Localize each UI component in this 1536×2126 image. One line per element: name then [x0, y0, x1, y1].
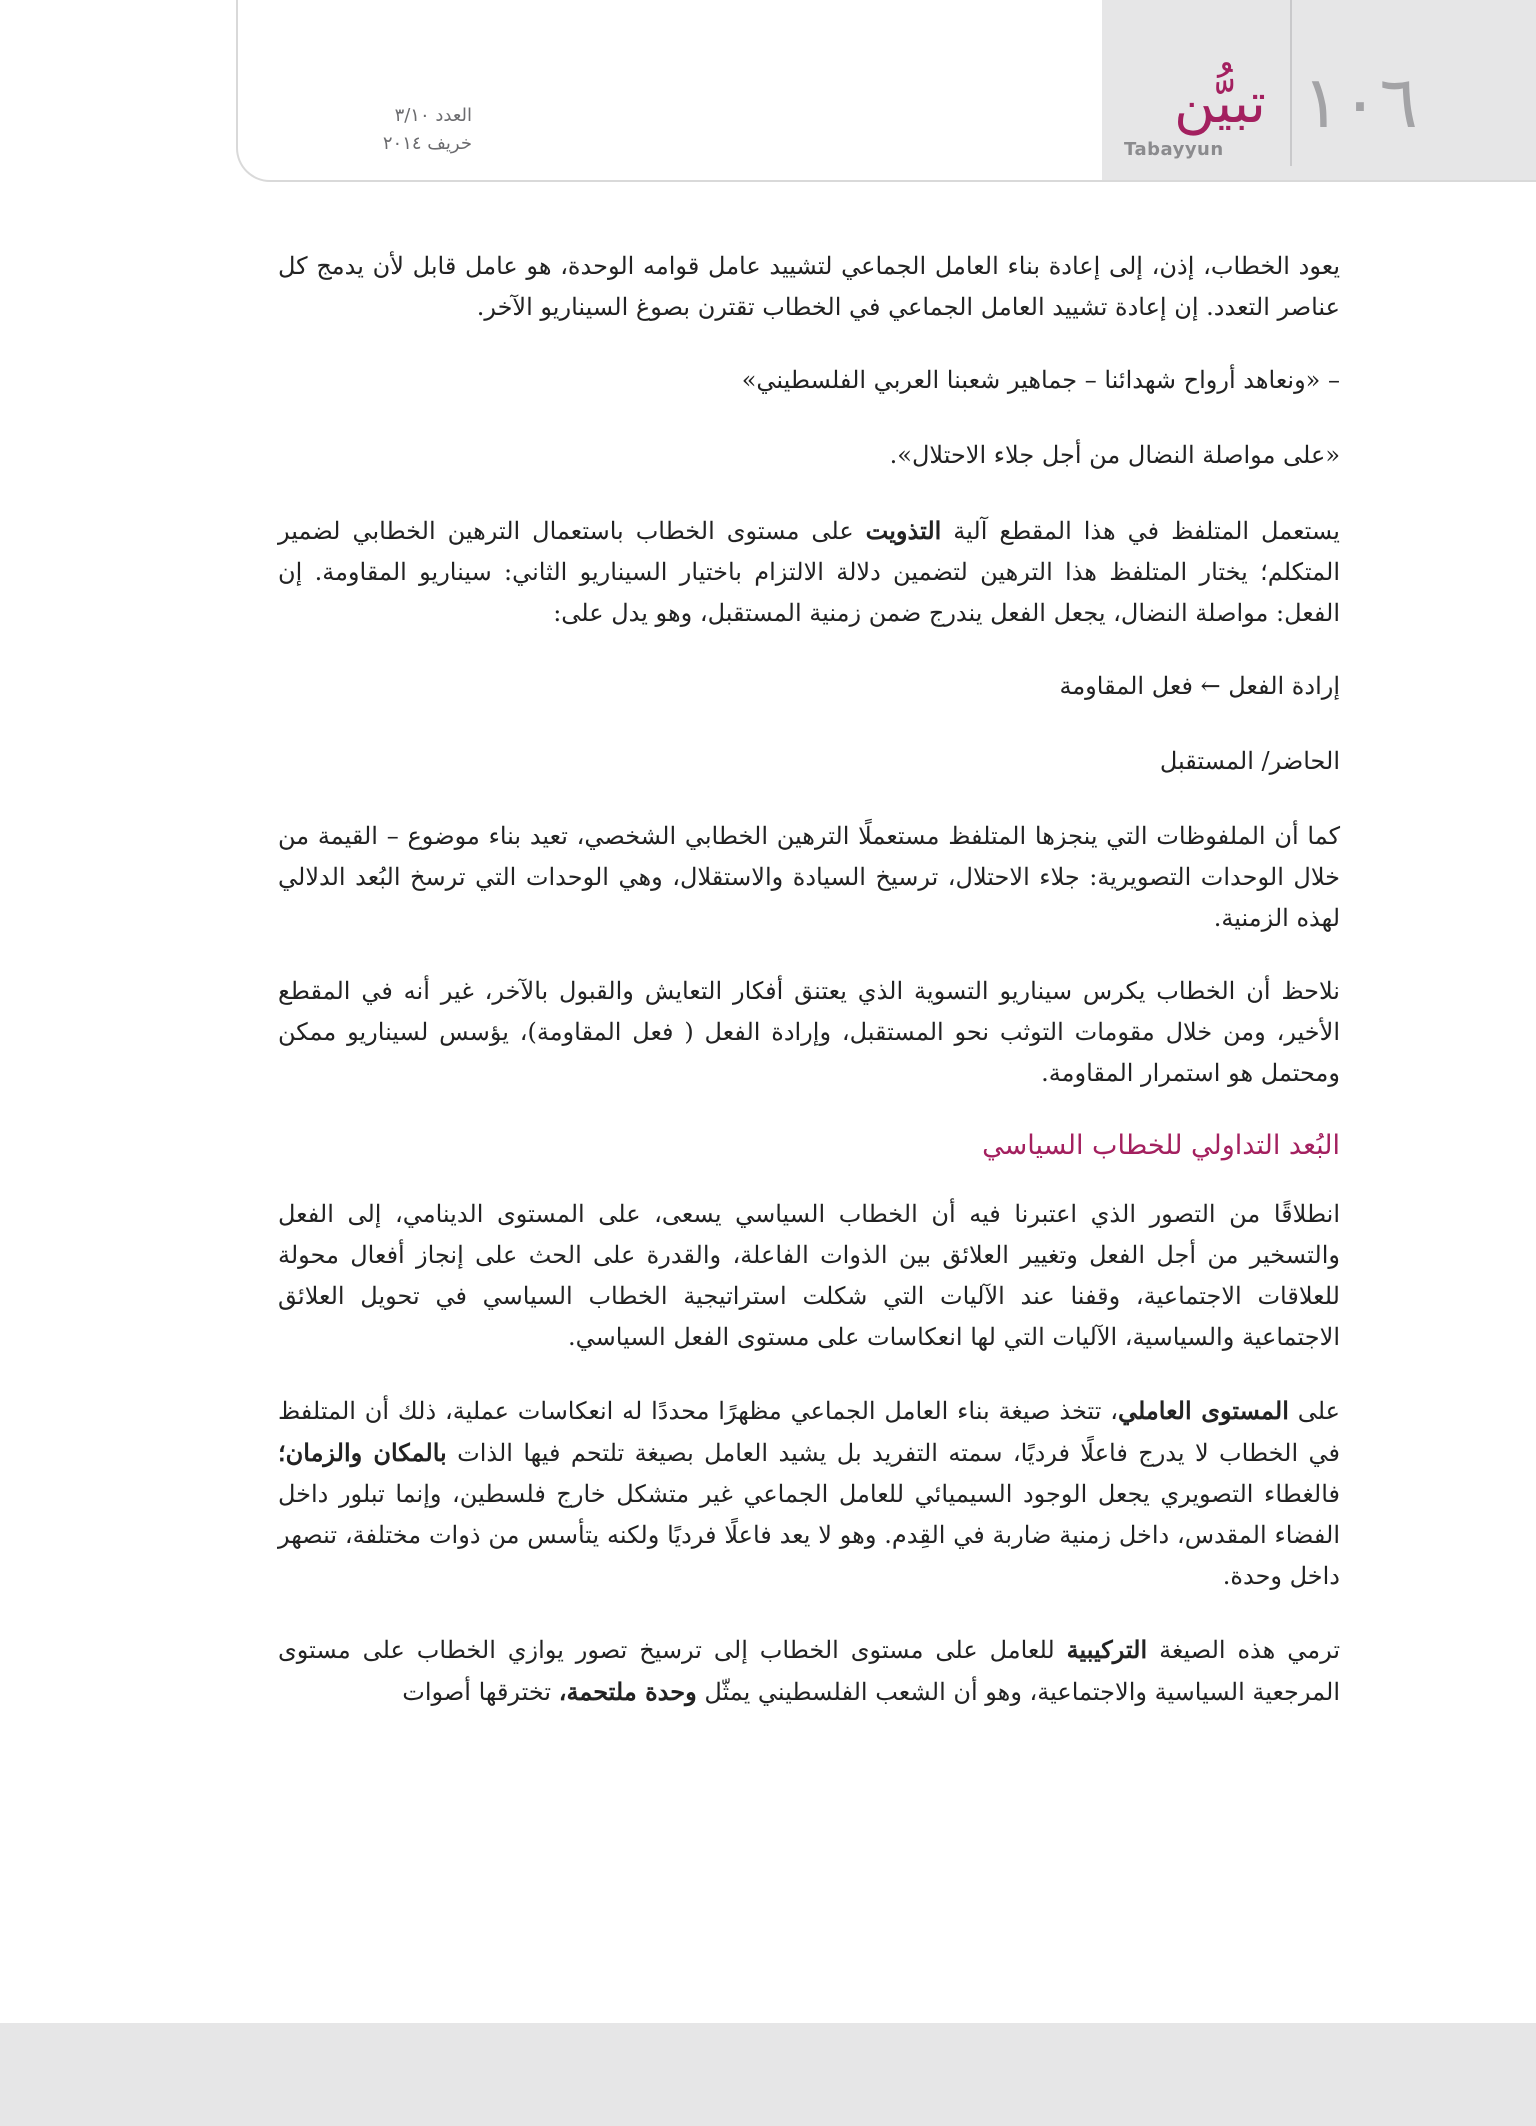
paragraph: نلاحظ أن الخطاب يكرس سيناريو التسوية الذي يعتنق أفكار التعايش والقبول بالآخر، غير أنه في المقطع الأخير، ومن خلال مقومات التوثب نحو المستقبل، وإرادة الفعل ( فعل المقاومة)، يؤسس لسيناريو ممكن ومحتمل هو استمرار المقاومة. — [278, 977, 1340, 1087]
quote-line: – «ونعاهد أرواح شهدائنا – جماهير شعبنا العربي الفلسطيني» — [741, 366, 1340, 394]
text-run: على مستوى الخطاب باستعمال الترهين الخطابي لضمير المتكلم؛ يختار المتلفظ هذا الترهين لتضمين دلالة الالتزام باختيار السيناريو الثاني: سيناريو المقاومة. إن الفعل: مواصلة النضال، يجعل الفعل يندرج ضمن زمنية المستقبل، وهو يدل على: — [278, 517, 1340, 627]
text-run: على — [1288, 1397, 1340, 1425]
page-footer-band — [0, 2023, 1536, 2126]
paragraph — [278, 1629, 1340, 1713]
page-number: ١٠٦ — [1301, 60, 1418, 144]
quote-line: «على مواصلة النضال من أجل جلاء الاحتلال». — [889, 441, 1340, 469]
bold-term: بالمكان والزمان؛ — [278, 1438, 447, 1467]
bold-term: التذويت — [865, 516, 942, 545]
section-heading: البُعد التداولي للخطاب السياسي — [982, 1130, 1340, 1161]
issue-season: خريف ٢٠١٤ — [382, 133, 472, 154]
logo-latin-text: Tabayyun — [1124, 139, 1224, 160]
bold-term: التركيبية — [1066, 1635, 1148, 1664]
paragraph: انطلاقًا من التصور الذي اعتبرنا فيه أن الخطاب السياسي يسعى، على المستوى الدينامي، إلى الفعل والتسخير من أجل الفعل وتغيير العلائق بين الذوات الفاعلة، والقدرة على الحث على إنجاز أفعال محولة للعلاقات الاجتماعية، وقفنا عند الآليات التي شكلت استراتيجية الخطاب السياسي في تحويل العلائق الاجتماعية والسياسية، الآليات التي لها انعكاسات على مستوى الفعل السياسي. — [278, 1200, 1340, 1351]
article-body — [278, 246, 1340, 1745]
text-run: ، تتخذ صيغة بناء العامل الجماعي مظهرًا محددًا له انعكاسات عملية، ذلك أن المتلفظ في الخطاب لا يدرج فاعلًا فرديًا، سمته التفريد بل يشيد العامل بصيغة تلتحم فيها الذات — [278, 1397, 1340, 1467]
paragraph: يعود الخطاب، إذن، إلى إعادة بناء العامل الجماعي لتشييد عامل قوامه الوحدة، هو عامل قابل لأن يدمج كل عناصر التعدد. إن إعادة تشييد العامل الجماعي في الخطاب تقترن بصوغ السيناريو الآخر. — [278, 252, 1341, 321]
paragraph — [278, 510, 1340, 634]
bold-term: المستوى العاملي — [1117, 1396, 1289, 1425]
text-run: فالغطاء التصويري يجعل الوجود السيميائي للعامل الجماعي غير متشكل خارج فلسطين، وإنما تبلور داخل الفضاء المقدس، داخل زمنية ضاربة في القِدم. وهو لا يعد فاعلًا فرديًا ولكنه يتأسس من ذوات مختلفة، تنصهر داخل وحدة. — [278, 1480, 1340, 1590]
paragraph — [278, 1390, 1340, 1597]
formula-line: الحاضر/ المستقبل — [1159, 747, 1340, 775]
text-run: يستعمل المتلفظ في هذا المقطع آلية — [941, 517, 1340, 545]
text-run: للعامل على مستوى الخطاب إلى ترسيخ تصور يوازي الخطاب على مستوى المرجعية السياسية والاجتماعية، وهو أن الشعب الفلسطيني يمثّل — [278, 1636, 1340, 1706]
bold-term: وحدة ملتحمة، — [558, 1677, 697, 1706]
text-run: ترمي هذه الصيغة — [1147, 1636, 1340, 1664]
logo-arabic-text: تبيُّن — [1173, 71, 1266, 136]
issue-number: العدد ٣/١٠ — [394, 105, 472, 126]
issue-info — [272, 102, 472, 158]
header-divider — [1290, 0, 1292, 166]
paragraph: كما أن الملفوظات التي ينجزها المتلفظ مستعملًا الترهين الخطابي الشخصي، تعيد بناء موضوع – القيمة من خلال الوحدات التصويرية: جلاء الاحتلال، ترسيخ السيادة والاستقلال، وهي الوحدات التي ترسخ البُعد الدلالي لهذه الزمنية. — [278, 822, 1341, 932]
text-run: تخترقها أصوات — [402, 1678, 559, 1706]
journal-logo — [1118, 71, 1278, 166]
formula-line: إرادة الفعل ← فعل المقاومة — [1059, 672, 1340, 700]
